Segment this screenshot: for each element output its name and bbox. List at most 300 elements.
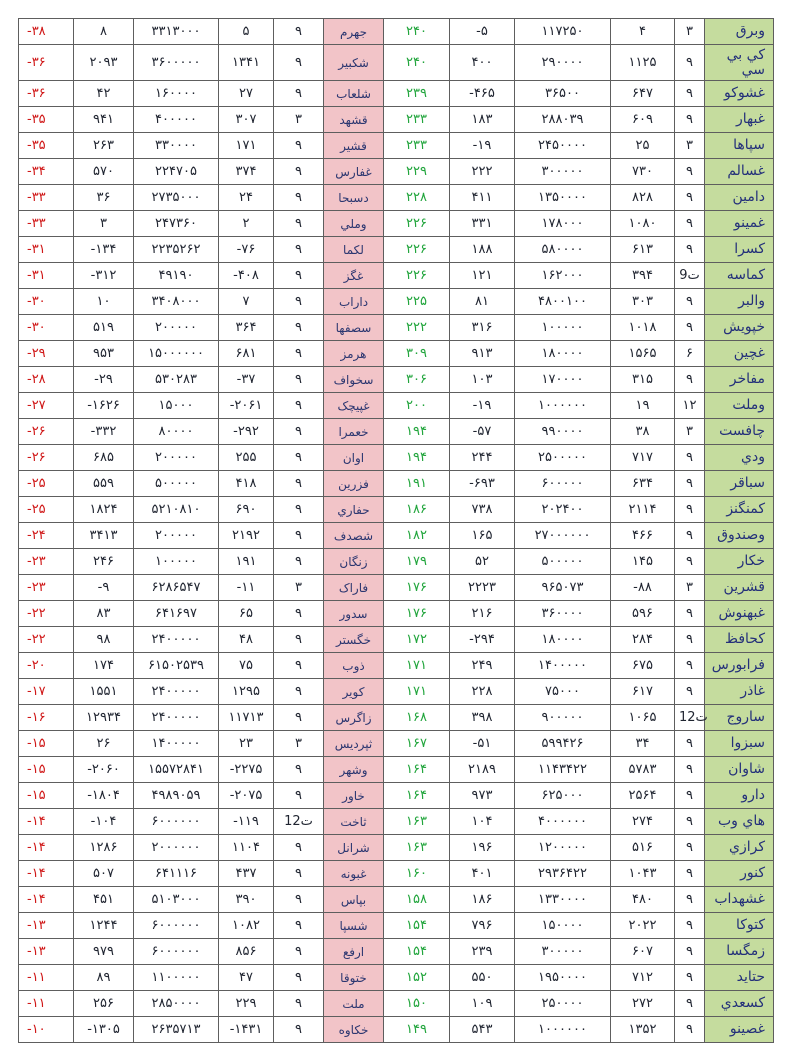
- table-row: [19, 159, 774, 185]
- symbol-a-cell: کي بي سي: [705, 45, 774, 81]
- group-cell: ۹: [274, 497, 324, 523]
- change-cell: -۱۵: [19, 757, 74, 783]
- score-cell: ۲۰۰: [384, 393, 450, 419]
- metric-cell: ۴۶۶: [611, 523, 675, 549]
- group-cell: ۹: [274, 133, 324, 159]
- type-cell: ۹: [675, 991, 705, 1017]
- group-cell: ۳: [274, 575, 324, 601]
- symbol-a-cell: سبزوا: [705, 731, 774, 757]
- score-cell: ۱۶۳: [384, 809, 450, 835]
- group-cell: ۹: [274, 471, 324, 497]
- type-cell: ۹: [675, 445, 705, 471]
- score-cell: ۱۸۶: [384, 497, 450, 523]
- type-cell: ۹: [675, 45, 705, 81]
- metric-cell: ۴۸۰: [611, 887, 675, 913]
- group-cell: ۹: [274, 549, 324, 575]
- delta-cell: ۱۰۴: [450, 809, 515, 835]
- amount-cell: ۱۰۸۲: [219, 913, 274, 939]
- symbol-b-cell: خعمرا: [324, 419, 384, 445]
- metric-cell: ۱۰۱۸: [611, 315, 675, 341]
- quantity-cell: ۵۹۹۴۲۶: [515, 731, 611, 757]
- symbol-a-cell: وصندوق: [705, 523, 774, 549]
- quantity-cell: ۹۹۰۰۰۰: [515, 419, 611, 445]
- symbol-a-cell: غشوکو: [705, 81, 774, 107]
- metric-cell: ۱۰۸۰: [611, 211, 675, 237]
- change-cell: -۲۲: [19, 601, 74, 627]
- table-row: [19, 211, 774, 237]
- change-cell: -۳۶: [19, 45, 74, 81]
- table-row: [19, 471, 774, 497]
- symbol-a-cell: غبهنوش: [705, 601, 774, 627]
- group-cell: ۹: [274, 757, 324, 783]
- quantity-cell: ۵۸۰۰۰۰: [515, 237, 611, 263]
- value-cell: ۸۳: [74, 601, 134, 627]
- table-row: [19, 393, 774, 419]
- value-cell: -۱۰۴: [74, 809, 134, 835]
- value-cell: -۳۱۲: [74, 263, 134, 289]
- symbol-b-cell: خکاوه: [324, 1017, 384, 1043]
- amount-cell: ۳۹۰: [219, 887, 274, 913]
- delta-cell: ۲۲۸: [450, 679, 515, 705]
- symbol-b-cell: ارفع: [324, 939, 384, 965]
- amount-cell: ۶۹۰: [219, 497, 274, 523]
- change-cell: -۲۵: [19, 497, 74, 523]
- type-cell: ۳: [675, 133, 705, 159]
- volume-cell: ۲۴۰۰۰۰۰: [134, 627, 219, 653]
- volume-cell: ۵۳۰۲۸۳: [134, 367, 219, 393]
- delta-cell: ۱۸۳: [450, 107, 515, 133]
- volume-cell: ۱۶۰۰۰۰: [134, 81, 219, 107]
- table-row: [19, 913, 774, 939]
- group-cell: ۳: [274, 107, 324, 133]
- amount-cell: ۲: [219, 211, 274, 237]
- volume-cell: ۶۰۰۰۰۰۰: [134, 939, 219, 965]
- metric-cell: ۷۱۷: [611, 445, 675, 471]
- metric-cell: ۷۱۲: [611, 965, 675, 991]
- metric-cell: ۶۰۹: [611, 107, 675, 133]
- symbol-b-cell: شکبیر: [324, 45, 384, 81]
- type-cell: ۹: [675, 185, 705, 211]
- symbol-a-cell: زمگسا: [705, 939, 774, 965]
- amount-cell: ۲۵۵: [219, 445, 274, 471]
- value-cell: ۲۰۹۳: [74, 45, 134, 81]
- value-cell: -۱۳۴: [74, 237, 134, 263]
- change-cell: -۳۴: [19, 159, 74, 185]
- type-cell: ۹: [675, 315, 705, 341]
- metric-cell: ۲۱۱۴: [611, 497, 675, 523]
- change-cell: -۱۳: [19, 913, 74, 939]
- change-cell: -۲۳: [19, 575, 74, 601]
- delta-cell: -۵۷: [450, 419, 515, 445]
- change-cell: -۳۰: [19, 315, 74, 341]
- delta-cell: ۲۲۲: [450, 159, 515, 185]
- value-cell: ۱۰: [74, 289, 134, 315]
- symbol-a-cell: غسالم: [705, 159, 774, 185]
- volume-cell: ۱۵۵۷۲۸۴۱: [134, 757, 219, 783]
- quantity-cell: ۱۸۰۰۰۰: [515, 341, 611, 367]
- amount-cell: ۲۲۹: [219, 991, 274, 1017]
- type-cell: ۹: [675, 211, 705, 237]
- symbol-a-cell: دامین: [705, 185, 774, 211]
- amount-cell: -۴۰۸: [219, 263, 274, 289]
- group-cell: ۹: [274, 159, 324, 185]
- group-cell: ۹: [274, 939, 324, 965]
- group-cell: ۹: [274, 289, 324, 315]
- symbol-a-cell: مفاخر: [705, 367, 774, 393]
- metric-cell: ۶۴۷: [611, 81, 675, 107]
- volume-cell: ۱۵۰۰۰۰۰۰: [134, 341, 219, 367]
- symbol-b-cell: زاگرس: [324, 705, 384, 731]
- type-cell: ۹: [675, 159, 705, 185]
- change-cell: -۲۶: [19, 419, 74, 445]
- delta-cell: ۴۰۰: [450, 45, 515, 81]
- value-cell: ۸: [74, 19, 134, 45]
- group-cell: ۹: [274, 627, 324, 653]
- quantity-cell: ۳۶۰۰۰۰: [515, 601, 611, 627]
- volume-cell: ۶۲۸۶۵۴۷: [134, 575, 219, 601]
- table-row: [19, 19, 774, 45]
- metric-cell: ۳۸: [611, 419, 675, 445]
- type-cell: ۶: [675, 341, 705, 367]
- symbol-b-cell: خگستر: [324, 627, 384, 653]
- volume-cell: ۲۴۰۰۰۰۰: [134, 705, 219, 731]
- type-cell: ۳: [675, 575, 705, 601]
- symbol-a-cell: هاي وب: [705, 809, 774, 835]
- metric-cell: ۴: [611, 19, 675, 45]
- type-cell: ۹: [675, 549, 705, 575]
- symbol-b-cell: فزرین: [324, 471, 384, 497]
- symbol-a-cell: سباقر: [705, 471, 774, 497]
- symbol-a-cell: وبرق: [705, 19, 774, 45]
- score-cell: ۲۴۰: [384, 19, 450, 45]
- group-cell: ۹: [274, 835, 324, 861]
- score-cell: ۱۶۷: [384, 731, 450, 757]
- amount-cell: ۳۶۴: [219, 315, 274, 341]
- quantity-cell: ۴۸۰۰۱۰۰: [515, 289, 611, 315]
- group-cell: ۹: [274, 45, 324, 81]
- group-cell: ۳: [274, 731, 324, 757]
- metric-cell: ۵۹۶: [611, 601, 675, 627]
- value-cell: ۳: [74, 211, 134, 237]
- group-cell: ۹: [274, 913, 324, 939]
- change-cell: -۳۵: [19, 133, 74, 159]
- symbol-a-cell: شاوان: [705, 757, 774, 783]
- metric-cell: ۵۷۸۳: [611, 757, 675, 783]
- amount-cell: ۲۴: [219, 185, 274, 211]
- group-cell: ۹: [274, 419, 324, 445]
- score-cell: ۱۴۹: [384, 1017, 450, 1043]
- symbol-a-cell: قشرین: [705, 575, 774, 601]
- table-row: [19, 45, 774, 81]
- delta-cell: ۵۵۰: [450, 965, 515, 991]
- table-row: [19, 783, 774, 809]
- volume-cell: ۳۴۰۸۰۰۰: [134, 289, 219, 315]
- symbol-b-cell: ثپردیس: [324, 731, 384, 757]
- delta-cell: ۱۰۹: [450, 991, 515, 1017]
- table-row: [19, 107, 774, 133]
- group-cell: ۹: [274, 367, 324, 393]
- change-cell: -۱۱: [19, 965, 74, 991]
- group-cell: ۹: [274, 887, 324, 913]
- volume-cell: ۵۲۱۰۸۱۰: [134, 497, 219, 523]
- type-cell: ۹: [675, 237, 705, 263]
- score-cell: ۱۶۰: [384, 861, 450, 887]
- quantity-cell: ۱۶۲۰۰۰: [515, 263, 611, 289]
- change-cell: -۲۹: [19, 341, 74, 367]
- type-cell: ۹: [675, 497, 705, 523]
- group-cell: ۹: [274, 19, 324, 45]
- value-cell: ۳۴۱۳: [74, 523, 134, 549]
- score-cell: ۱۵۲: [384, 965, 450, 991]
- delta-cell: ۲۴۴: [450, 445, 515, 471]
- table-row: [19, 705, 774, 731]
- volume-cell: ۱۰۰۰۰۰: [134, 549, 219, 575]
- value-cell: ۲۶۳: [74, 133, 134, 159]
- score-cell: ۲۲۶: [384, 211, 450, 237]
- change-cell: -۱۴: [19, 861, 74, 887]
- quantity-cell: ۲۹۰۰۰۰: [515, 45, 611, 81]
- symbol-b-cell: فاراک: [324, 575, 384, 601]
- delta-cell: ۲۱۶: [450, 601, 515, 627]
- score-cell: ۱۹۴: [384, 445, 450, 471]
- symbol-b-cell: قشیر: [324, 133, 384, 159]
- volume-cell: ۶۱۵۰۲۵۳۹: [134, 653, 219, 679]
- type-cell: ۹: [675, 601, 705, 627]
- symbol-a-cell: ساروج: [705, 705, 774, 731]
- table-row: [19, 1017, 774, 1043]
- score-cell: ۱۶۳: [384, 835, 450, 861]
- symbol-a-cell: والبر: [705, 289, 774, 315]
- amount-cell: ۴۱۸: [219, 471, 274, 497]
- symbol-b-cell: غپیچک: [324, 393, 384, 419]
- metric-cell: ۱۰۴۳: [611, 861, 675, 887]
- metric-cell: ۶۷۵: [611, 653, 675, 679]
- symbol-b-cell: شصدف: [324, 523, 384, 549]
- metric-cell: ۱۳۵۲: [611, 1017, 675, 1043]
- table-row: [19, 653, 774, 679]
- metric-cell: ۳۰۳: [611, 289, 675, 315]
- score-cell: ۱۶۴: [384, 757, 450, 783]
- change-cell: -۱۵: [19, 731, 74, 757]
- type-cell: ۱۲: [675, 393, 705, 419]
- delta-cell: -۱۹: [450, 393, 515, 419]
- quantity-cell: ۲۹۳۶۴۲۲: [515, 861, 611, 887]
- delta-cell: ۳۳۱: [450, 211, 515, 237]
- table-row: [19, 731, 774, 757]
- metric-cell: ۶۱۳: [611, 237, 675, 263]
- symbol-b-cell: ذوب: [324, 653, 384, 679]
- symbol-a-cell: کسعدي: [705, 991, 774, 1017]
- change-cell: -۳۳: [19, 185, 74, 211]
- change-cell: -۲۲: [19, 627, 74, 653]
- amount-cell: ۵: [219, 19, 274, 45]
- delta-cell: ۲۳۹: [450, 939, 515, 965]
- type-cell: ۹: [675, 679, 705, 705]
- group-cell: ۹: [274, 237, 324, 263]
- quantity-cell: ۷۵۰۰۰: [515, 679, 611, 705]
- change-cell: -۳۶: [19, 81, 74, 107]
- symbol-b-cell: ملت: [324, 991, 384, 1017]
- quantity-cell: ۹۰۰۰۰۰: [515, 705, 611, 731]
- delta-cell: ۲۴۹: [450, 653, 515, 679]
- quantity-cell: ۱۰۰۰۰۰: [515, 315, 611, 341]
- table-row: [19, 341, 774, 367]
- value-cell: ۵۵۹: [74, 471, 134, 497]
- group-cell: ۹: [274, 341, 324, 367]
- group-cell: ۹: [274, 315, 324, 341]
- group-cell: ۹: [274, 1017, 324, 1043]
- symbol-a-cell: کمنگنز: [705, 497, 774, 523]
- score-cell: ۱۶۸: [384, 705, 450, 731]
- group-cell: ۹: [274, 705, 324, 731]
- table-row: [19, 575, 774, 601]
- amount-cell: ۶۵: [219, 601, 274, 627]
- type-cell: ۹: [675, 861, 705, 887]
- change-cell: -۲۷: [19, 393, 74, 419]
- volume-cell: ۵۱۰۳۰۰۰: [134, 887, 219, 913]
- symbol-b-cell: دسبحا: [324, 185, 384, 211]
- score-cell: ۱۷۲: [384, 627, 450, 653]
- amount-cell: -۲۰۶۱: [219, 393, 274, 419]
- change-cell: -۱۳: [19, 939, 74, 965]
- quantity-cell: ۱۳۵۰۰۰۰: [515, 185, 611, 211]
- symbol-b-cell: لکما: [324, 237, 384, 263]
- symbol-a-cell: غشهداب: [705, 887, 774, 913]
- volume-cell: ۲۷۳۵۰۰۰: [134, 185, 219, 211]
- delta-cell: ۱۸۶: [450, 887, 515, 913]
- score-cell: ۱۷۹: [384, 549, 450, 575]
- volume-cell: ۲۰۰۰۰۰: [134, 445, 219, 471]
- metric-cell: ۱۰۶۵: [611, 705, 675, 731]
- type-cell: 9ت: [675, 263, 705, 289]
- value-cell: ۹۴۱: [74, 107, 134, 133]
- value-cell: ۱۲۴۴: [74, 913, 134, 939]
- value-cell: ۲۶: [74, 731, 134, 757]
- delta-cell: ۹۱۳: [450, 341, 515, 367]
- symbol-a-cell: غصینو: [705, 1017, 774, 1043]
- metric-cell: ۶۰۷: [611, 939, 675, 965]
- table-row: [19, 81, 774, 107]
- score-cell: ۲۲۲: [384, 315, 450, 341]
- amount-cell: ۴۷: [219, 965, 274, 991]
- value-cell: ۱۷۴: [74, 653, 134, 679]
- quantity-cell: ۱۱۴۳۴۲۲: [515, 757, 611, 783]
- symbol-b-cell: زنگان: [324, 549, 384, 575]
- table-row: [19, 497, 774, 523]
- change-cell: -۲۰: [19, 653, 74, 679]
- value-cell: ۹۸: [74, 627, 134, 653]
- value-cell: -۹: [74, 575, 134, 601]
- delta-cell: ۹۷۳: [450, 783, 515, 809]
- type-cell: ۹: [675, 653, 705, 679]
- value-cell: ۴۵۱: [74, 887, 134, 913]
- score-cell: ۱۸۲: [384, 523, 450, 549]
- score-cell: ۲۲۵: [384, 289, 450, 315]
- value-cell: -۱۳۰۵: [74, 1017, 134, 1043]
- amount-cell: ۱۳۴۱: [219, 45, 274, 81]
- amount-cell: ۴۸: [219, 627, 274, 653]
- volume-cell: ۴۹۸۹۰۵۹: [134, 783, 219, 809]
- symbol-b-cell: کویر: [324, 679, 384, 705]
- table-row: [19, 809, 774, 835]
- change-cell: -۱۶: [19, 705, 74, 731]
- data-table-container: [18, 18, 773, 1043]
- volume-cell: ۲۸۵۰۰۰۰: [134, 991, 219, 1017]
- metric-cell: ۱۵۶۵: [611, 341, 675, 367]
- volume-cell: ۱۵۰۰۰: [134, 393, 219, 419]
- amount-cell: -۱۴۳۱: [219, 1017, 274, 1043]
- symbol-a-cell: خپویش: [705, 315, 774, 341]
- score-cell: ۲۲۶: [384, 237, 450, 263]
- metric-cell: -۸۸: [611, 575, 675, 601]
- value-cell: ۶۸۵: [74, 445, 134, 471]
- value-cell: ۴۲: [74, 81, 134, 107]
- delta-cell: ۴۱۱: [450, 185, 515, 211]
- volume-cell: ۲۴۷۳۶۰: [134, 211, 219, 237]
- delta-cell: ۳۹۸: [450, 705, 515, 731]
- symbol-b-cell: وشهر: [324, 757, 384, 783]
- symbol-a-cell: کرازي: [705, 835, 774, 861]
- amount-cell: ۷۵: [219, 653, 274, 679]
- symbol-a-cell: غبهار: [705, 107, 774, 133]
- metric-cell: ۲۷۲: [611, 991, 675, 1017]
- volume-cell: ۱۱۰۰۰۰۰: [134, 965, 219, 991]
- symbol-b-cell: حفاري: [324, 497, 384, 523]
- quantity-cell: ۱۹۵۰۰۰۰: [515, 965, 611, 991]
- symbol-b-cell: سدور: [324, 601, 384, 627]
- type-cell: ۹: [675, 835, 705, 861]
- group-cell: ۹: [274, 861, 324, 887]
- score-cell: ۲۳۳: [384, 133, 450, 159]
- amount-cell: ۳۷۴: [219, 159, 274, 185]
- delta-cell: -۵۱: [450, 731, 515, 757]
- symbol-b-cell: جهرم: [324, 19, 384, 45]
- score-cell: ۱۷۶: [384, 601, 450, 627]
- type-cell: ۹: [675, 627, 705, 653]
- symbol-a-cell: چافست: [705, 419, 774, 445]
- score-cell: ۲۲۸: [384, 185, 450, 211]
- table-row: [19, 991, 774, 1017]
- amount-cell: ۲۱۹۲: [219, 523, 274, 549]
- change-cell: -۱۰: [19, 1017, 74, 1043]
- type-cell: ۹: [675, 523, 705, 549]
- score-cell: ۲۳۳: [384, 107, 450, 133]
- quantity-cell: ۲۵۰۰۰۰: [515, 991, 611, 1017]
- volume-cell: ۲۶۳۵۷۱۳: [134, 1017, 219, 1043]
- amount-cell: -۱۱۹: [219, 809, 274, 835]
- quantity-cell: ۳۰۰۰۰۰: [515, 939, 611, 965]
- volume-cell: ۶۴۱۶۹۷: [134, 601, 219, 627]
- value-cell: ۵۱۹: [74, 315, 134, 341]
- group-cell: ۹: [274, 445, 324, 471]
- metric-cell: ۱۱۲۵: [611, 45, 675, 81]
- group-cell: 12ت: [274, 809, 324, 835]
- delta-cell: ۱۸۸: [450, 237, 515, 263]
- table-row: [19, 679, 774, 705]
- value-cell: ۱۵۵۱: [74, 679, 134, 705]
- quantity-cell: ۱۰۰۰۰۰۰: [515, 1017, 611, 1043]
- metric-cell: ۱۴۵: [611, 549, 675, 575]
- table-row: [19, 835, 774, 861]
- score-cell: ۱۶۴: [384, 783, 450, 809]
- quantity-cell: ۱۸۰۰۰۰: [515, 627, 611, 653]
- volume-cell: ۱۴۰۰۰۰۰: [134, 731, 219, 757]
- delta-cell: ۱۹۶: [450, 835, 515, 861]
- amount-cell: -۲۰۷۵: [219, 783, 274, 809]
- delta-cell: ۲۲۲۳: [450, 575, 515, 601]
- table-row: [19, 627, 774, 653]
- table-row: [19, 939, 774, 965]
